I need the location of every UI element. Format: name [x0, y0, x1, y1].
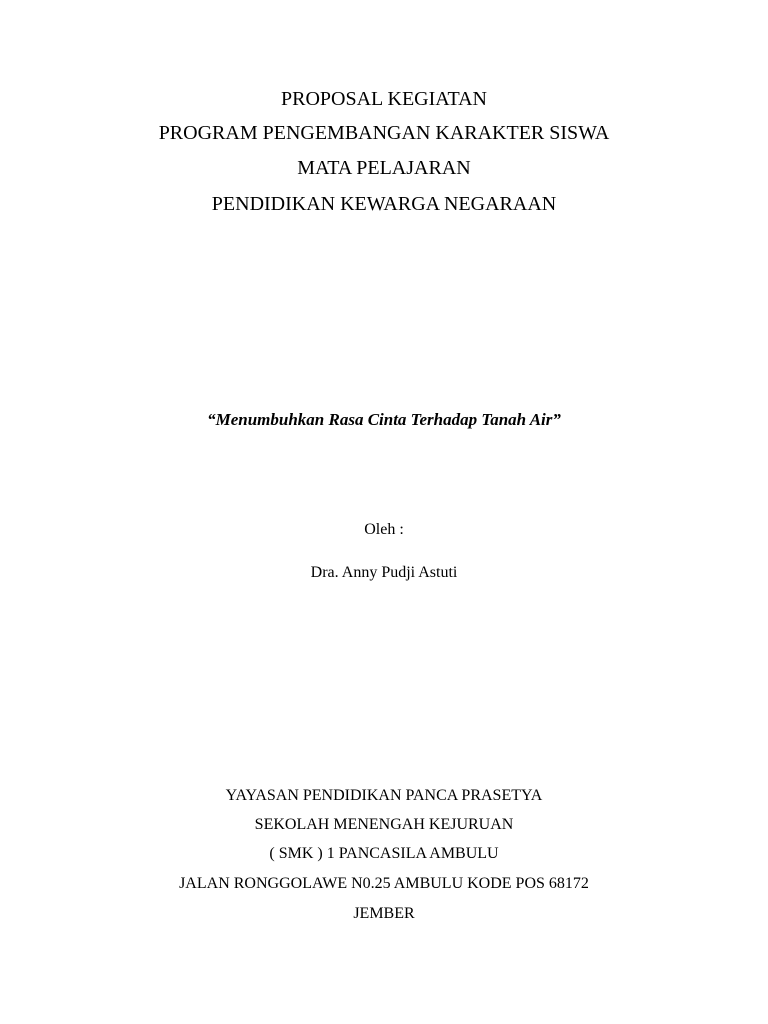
- author-name: Dra. Anny Pudji Astuti: [310, 564, 458, 581]
- title-line-2: PROGRAM PENGEMBANGAN KARAKTER SISWA: [158, 122, 610, 144]
- title-line-4: PENDIDIKAN KEWARGA NEGARAAN: [211, 193, 557, 215]
- institution-city: JEMBER: [353, 905, 415, 922]
- institution-address: JALAN RONGGOLAWE N0.25 AMBULU KODE POS 68172: [179, 875, 589, 892]
- institution-line-2: SEKOLAH MENENGAH KEJURUAN: [254, 816, 514, 833]
- title-line-1: PROPOSAL KEGIATAN: [280, 88, 487, 110]
- title-line-3: MATA PELAJARAN: [297, 157, 471, 179]
- institution-line-3: ( SMK ) 1 PANCASILA AMBULU: [269, 845, 499, 862]
- theme-quote: “Menumbuhkan Rasa Cinta Terhadap Tanah Air”: [207, 410, 561, 429]
- author-label: Oleh :: [364, 521, 404, 538]
- institution-line-1: YAYASAN PENDIDIKAN PANCA PRASETYA: [225, 787, 543, 804]
